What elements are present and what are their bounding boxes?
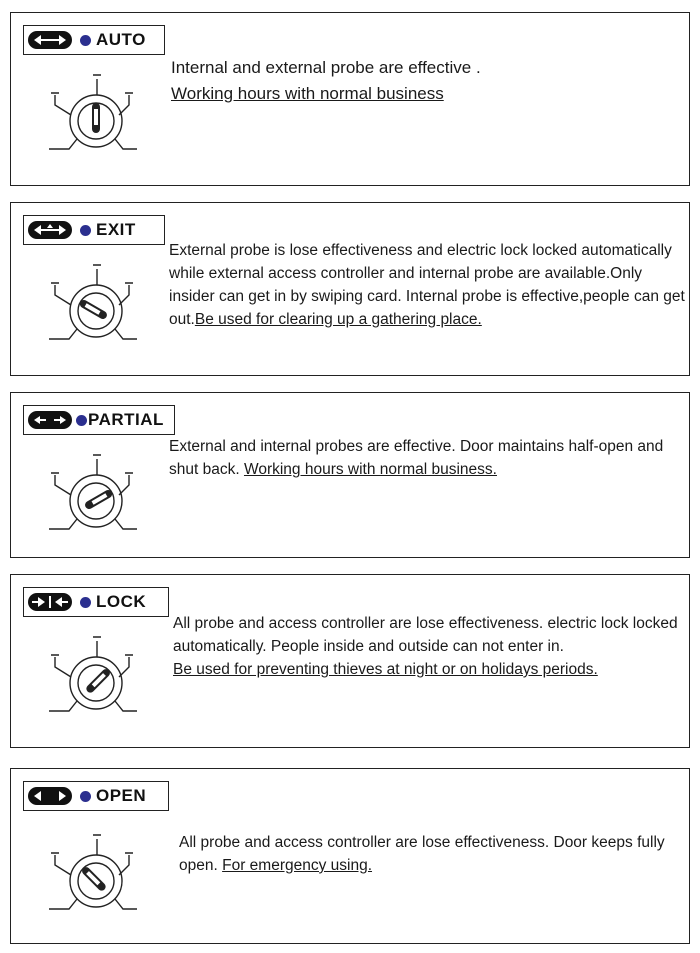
description-text: External probe is lose effectiveness and electric lock locked automatically while external access controller and internal probe are available.Only insider can get in by swiping card. Internal probe is effective,people can get out. bbox=[169, 242, 685, 328]
description-text: Internal and external probe are effective . bbox=[171, 58, 481, 77]
mode-name: OPEN bbox=[96, 786, 147, 805]
mode-description bbox=[169, 239, 689, 331]
dial-graphic bbox=[41, 627, 145, 719]
lock-arrows-icon bbox=[28, 593, 72, 611]
mode-panel-auto bbox=[10, 12, 690, 186]
selector-dial-icon bbox=[41, 627, 145, 719]
mode-label-box bbox=[23, 781, 169, 811]
mode-label-box bbox=[23, 215, 165, 245]
mode-indicator-dot bbox=[80, 791, 91, 802]
selector-dial-icon bbox=[41, 445, 145, 537]
mode-description bbox=[173, 612, 683, 681]
dial-graphic bbox=[41, 825, 145, 917]
description-underlined: Working hours with normal business. bbox=[243, 461, 497, 478]
auto-arrows-icon bbox=[28, 31, 72, 49]
mode-indicator-dot bbox=[80, 225, 91, 236]
mode-label-box bbox=[23, 25, 165, 55]
mode-indicator-dot bbox=[76, 415, 87, 426]
description-underlined: Be used for preventing thieves at night or on holidays periods. bbox=[173, 661, 598, 678]
mode-name: LOCK bbox=[96, 592, 147, 611]
exit-arrows-icon bbox=[28, 221, 72, 239]
description-text: All probe and access controller are lose effectiveness. electric lock locked automatically. People inside and outside can not enter in. bbox=[173, 615, 678, 655]
selector-dial-icon bbox=[41, 255, 145, 347]
selector-dial-icon bbox=[41, 65, 145, 157]
mode-label-box bbox=[23, 405, 175, 435]
description-underlined: Be used for clearing up a gathering place. bbox=[194, 311, 482, 328]
dial-graphic bbox=[41, 445, 145, 537]
mode-name: AUTO bbox=[96, 30, 146, 49]
mode-description bbox=[171, 55, 571, 107]
mode-description bbox=[169, 435, 685, 481]
mode-name: EXIT bbox=[96, 220, 136, 239]
mode-name: PARTIAL bbox=[88, 410, 164, 429]
mode-label-box bbox=[23, 587, 169, 617]
mode-panel-exit bbox=[10, 202, 690, 376]
partial-arrows-icon bbox=[28, 411, 72, 429]
mode-panel-lock bbox=[10, 574, 690, 748]
mode-indicator-dot bbox=[80, 597, 91, 608]
description-text: All probe and access controller are lose effectiveness. Door keeps fully open. bbox=[179, 834, 665, 874]
description-underlined: For emergency using. bbox=[222, 857, 373, 874]
description-text: External and internal probes are effective. Door maintains half-open and shut back. bbox=[169, 438, 664, 478]
description-underlined: Working hours with normal business bbox=[171, 84, 444, 103]
mode-description bbox=[179, 831, 679, 877]
selector-dial-icon bbox=[41, 825, 145, 917]
mode-indicator-dot bbox=[80, 35, 91, 46]
dial-graphic bbox=[41, 65, 145, 157]
mode-panel-open bbox=[10, 768, 690, 944]
open-arrows-icon bbox=[28, 787, 72, 805]
mode-panel-partial bbox=[10, 392, 690, 558]
dial-graphic bbox=[41, 255, 145, 347]
